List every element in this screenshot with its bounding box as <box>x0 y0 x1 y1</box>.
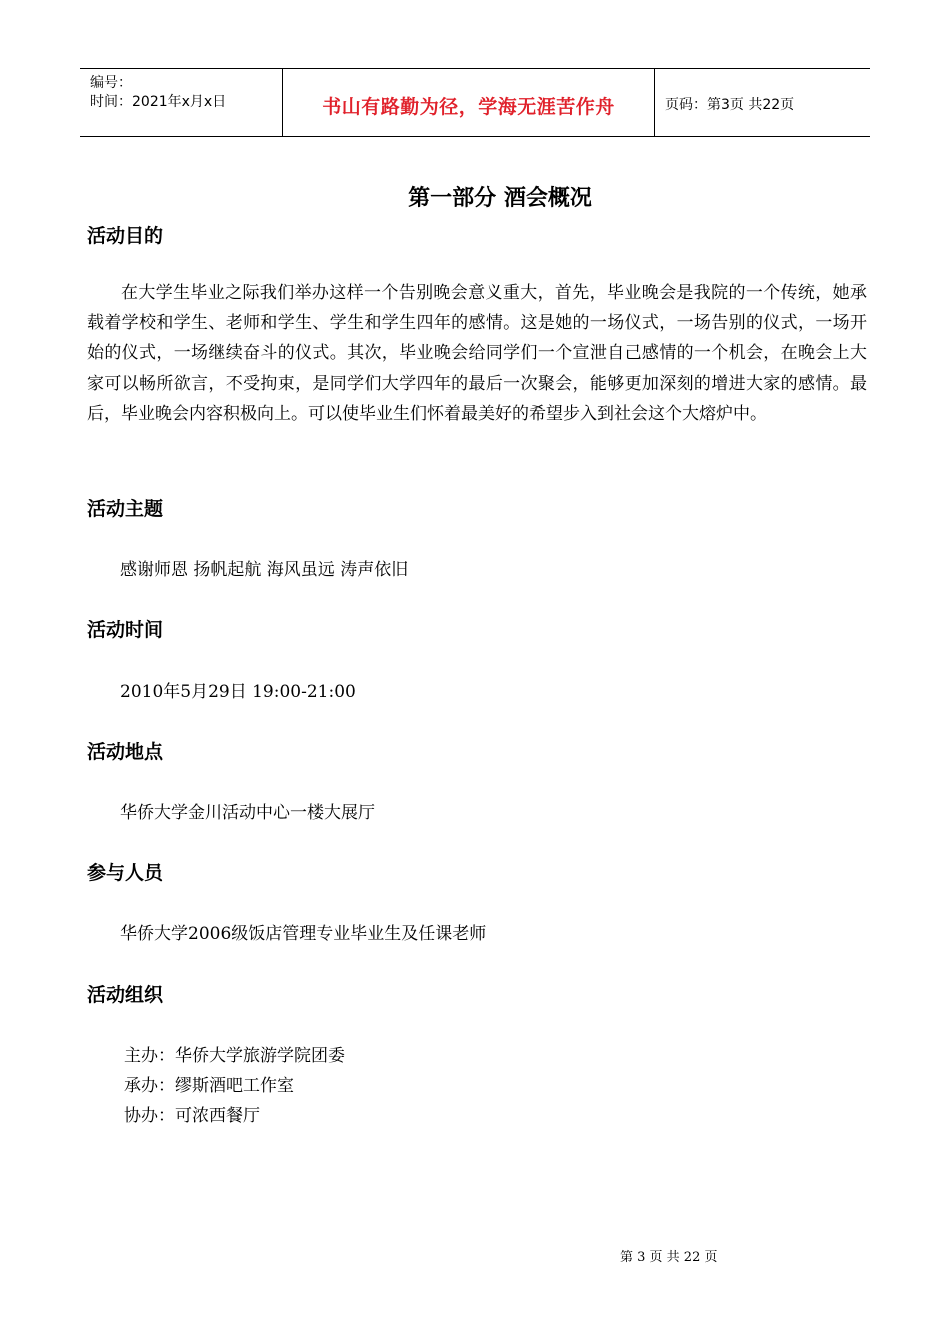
page-header <box>80 68 870 137</box>
header-motto-cell <box>283 69 655 136</box>
section-heading-organization: 活动组织 <box>87 984 164 1006</box>
participants-text: 华侨大学2006级饭店管理专业毕业生及任课老师 <box>120 924 487 944</box>
section-heading-participants: 参与人员 <box>87 862 164 884</box>
number-label: 编号： <box>90 75 132 91</box>
header-page-cell <box>655 69 870 136</box>
organization-host: 主办：华侨大学旅游学院团委 <box>124 1046 345 1066</box>
page-info: 页码：第3页 共22页 <box>665 97 795 113</box>
location-text: 华侨大学金川活动中心一楼大展厅 <box>120 803 375 823</box>
header-info-cell <box>80 69 283 136</box>
time-text: 2010年5月29日 19:00-21:00 <box>120 682 356 702</box>
theme-text: 感谢师恩 扬帆起航 海风虽远 涛声依旧 <box>120 560 409 580</box>
section-heading-time: 活动时间 <box>87 619 164 641</box>
page-footer: 第 3 页 共 22 页 <box>620 1250 718 1265</box>
organization-co-organizer: 协办：可浓西餐厅 <box>124 1106 260 1126</box>
organization-organizer: 承办：缪斯酒吧工作室 <box>124 1076 294 1096</box>
section-heading-location: 活动地点 <box>87 741 164 763</box>
purpose-paragraph: 在大学生毕业之际我们举办这样一个告别晚会意义重大，首先，毕业晚会是我院的一个传统，她承载着学校和学生、老师和学生、学生和学生四年的感情。这是她的一场仪式，一场告别的仪式，一场开始的仪式，一场继续奋斗的仪式。其次，毕业晚会给同学们一个宣泄自己感情的一个机会，在晚会上大家可以畅所欲言，不受拘束，是同学们大学四年的最后一次聚会，能够更加深刻的增进大家的感情。最后，毕业晚会内容积极向上。可以使毕业生们怀着最美好的希望步入到社会这个大熔炉中。 <box>87 283 867 424</box>
section-heading-theme: 活动主题 <box>87 498 164 520</box>
page-title: 第一部分 酒会概况 <box>408 186 592 211</box>
motto: 书山有路勤为径，学海无涯苦作舟 <box>322 96 615 118</box>
time-label: 时间：2021年x月x日 <box>90 94 227 110</box>
section-heading-purpose: 活动目的 <box>87 225 164 247</box>
